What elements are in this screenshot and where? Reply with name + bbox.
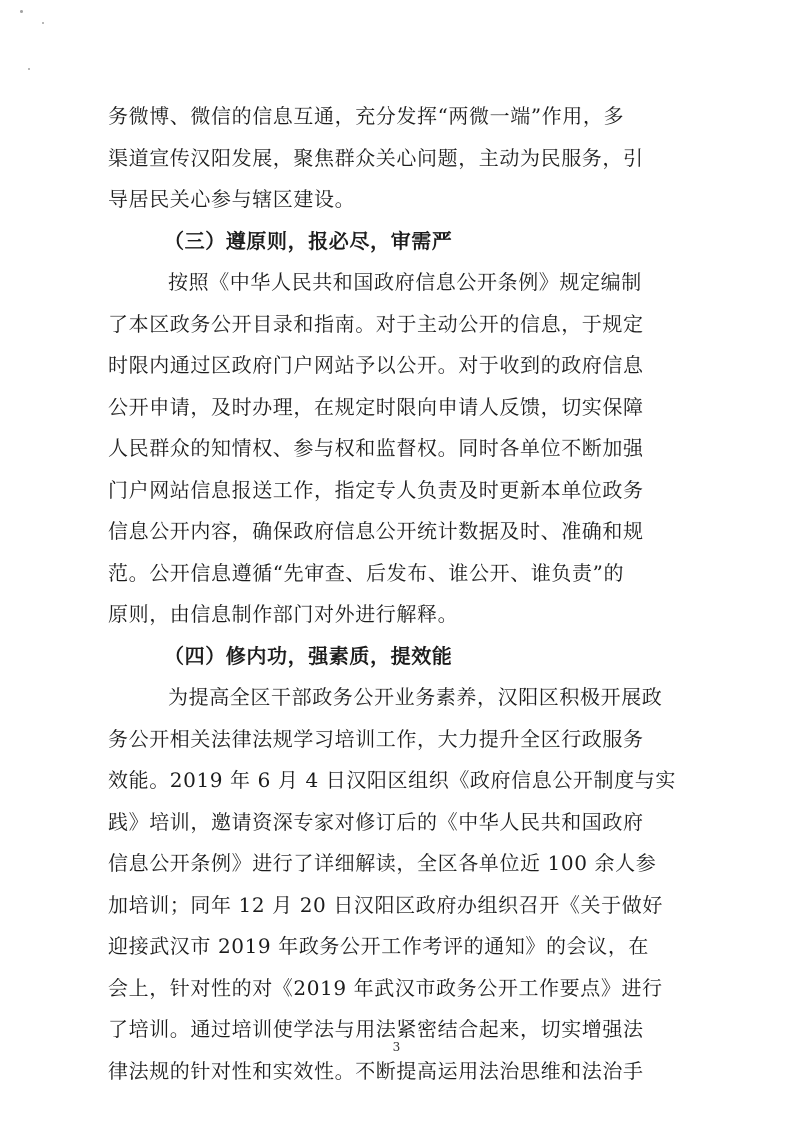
scan-speck [28,68,30,70]
body-line: 信息公开内容，确保政府信息公开统计数据及时、准确和规 [108,519,644,543]
body-line: 范。公开信息遵循“先审查、后发布、谁公开、谁负责”的 [108,560,625,585]
body-line: 加培训；同年 12 月 20 日汉阳区政府办组织召开《关于做好 [108,892,663,917]
section-heading: （三）遵原则，报必尽，审需严 [164,228,453,253]
body-line: 公开申请，及时办理，在规定时限向申请人反馈，切实保障 [108,394,644,419]
paragraph-first-line: 为提高全区干部政务公开业务素养，汉阳区积极开展政 [168,685,663,709]
section-heading: （四）修内功，强素质，提效能 [164,643,453,668]
body-line: 原则，由信息制作部门对外进行解释。 [108,602,459,626]
body-line: 务微博、微信的信息互通，充分发挥“两微一端”作用，多 [108,104,625,128]
body-line: 效能。2019 年 6 月 4 日汉阳区组织《政府信息公开制度与实 [108,768,676,792]
body-line: 会上，针对性的对《2019 年武汉市政务公开工作要点》进行 [108,975,663,1000]
body-line: 人民群众的知情权、参与权和监督权。同时各单位不断加强 [108,436,644,460]
body-line: 信息公开条例》进行了详细解读，全区各单位近 100 余人参 [108,851,657,875]
body-line: 时限内通过区政府门户网站予以公开。对于收到的政府信息 [108,353,644,377]
paragraph-first-line: 按照《中华人民共和国政府信息公开条例》规定编制 [168,270,642,294]
scan-speck [20,10,23,13]
scan-speck [42,22,44,24]
body-line: 践》培训，邀请资深专家对修订后的《中华人民共和国政府 [108,809,644,834]
body-line: 了培训。通过培训使学法与用法紧密结合起来，切实增强法 [108,1017,644,1041]
body-line: 务公开相关法律法规学习培训工作，大力提升全区行政服务 [108,726,644,751]
body-line: 迎接武汉市 2019 年政务公开工作考评的通知》的会议，在 [108,934,650,958]
document-body [108,96,686,1092]
body-line: 门户网站信息报送工作，指定专人负责及时更新本单位政务 [108,477,644,502]
page-number: 3 [392,1040,401,1054]
body-line: 律法规的针对性和实效性。不断提高运用法治思维和法治手 [108,1058,644,1083]
body-line: 了本区政务公开目录和指南。对于主动公开的信息，于规定 [108,311,644,336]
body-line: 导居民关心参与辖区建设。 [108,187,356,211]
body-line: 渠道宣传汉阳发展，聚焦群众关心问题，主动为民服务，引 [108,145,644,170]
